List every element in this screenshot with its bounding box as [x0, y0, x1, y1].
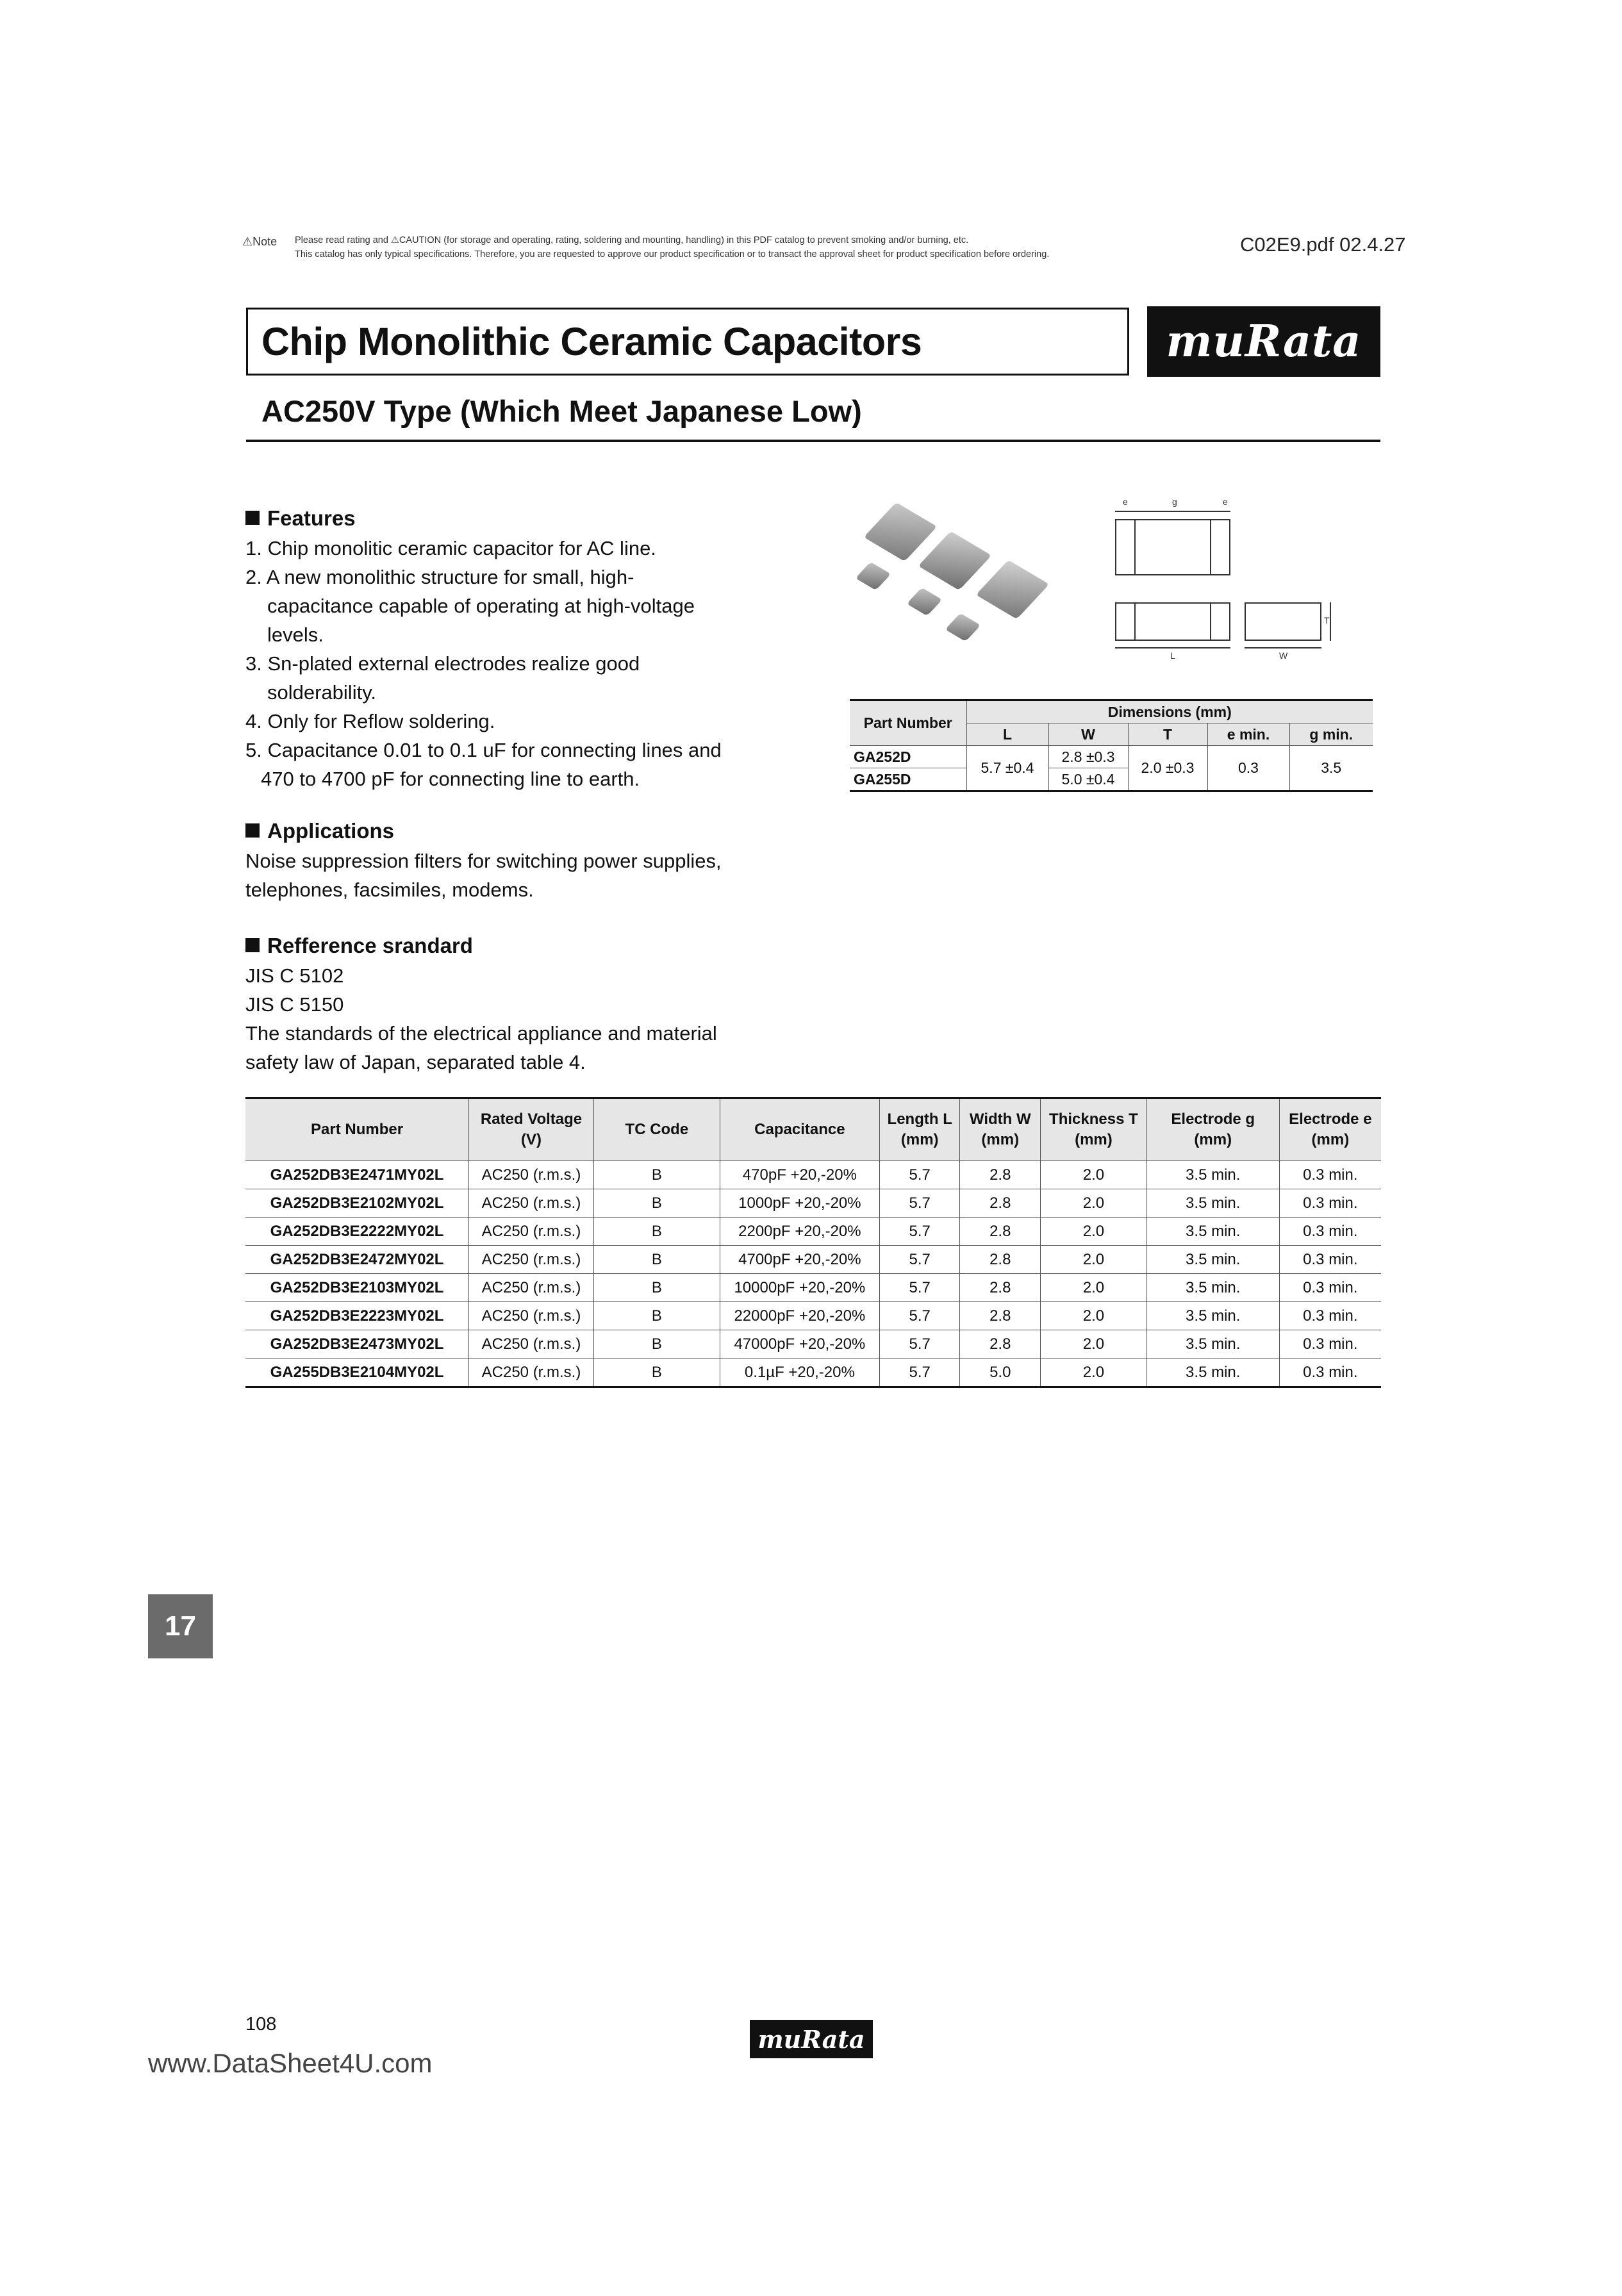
- dim-t-value: 2.0 ±0.3: [1128, 746, 1207, 791]
- chip-large-2: [918, 531, 992, 590]
- length-cell: 5.7: [879, 1161, 960, 1189]
- dim-header-w: W: [1048, 723, 1128, 746]
- thickness-cell: 2.0: [1041, 1246, 1147, 1274]
- feature-line: capacitance capable of operating at high-voltage: [267, 595, 695, 617]
- rated-voltage-cell: AC250 (r.m.s.): [469, 1302, 594, 1330]
- electrode-e-cell: 0.3 min.: [1279, 1189, 1381, 1218]
- label-e: e: [1123, 497, 1128, 507]
- electrode-g-cell: 3.5 min.: [1146, 1189, 1279, 1218]
- electrode-edge: [1134, 602, 1136, 641]
- table-row: [245, 1274, 1381, 1302]
- rated-voltage-cell: AC250 (r.m.s.): [469, 1274, 594, 1302]
- note-line-2: This catalog has only typical specifications. Therefore, you are requested to approve our product specification or to transact the approval sheet for product specification before ordering.: [295, 249, 1050, 260]
- dim-g-min-value: 3.5: [1289, 746, 1373, 791]
- length-cell: 5.7: [879, 1302, 960, 1330]
- chip-small-2: [907, 588, 943, 616]
- part-number-cell: GA252DB3E2103MY02L: [245, 1274, 469, 1302]
- header-rated-voltage: Rated Voltage (V): [469, 1098, 594, 1161]
- table-row: [245, 1330, 1381, 1359]
- dim-header-g-min: g min.: [1289, 723, 1373, 746]
- feature-line: solderability.: [267, 681, 377, 704]
- dimension-line: [1115, 511, 1230, 512]
- feature-line: 3. Sn-plated external electrodes realize good: [245, 652, 640, 675]
- header-electrode-g: Electrode g (mm): [1146, 1098, 1279, 1161]
- electrode-e-cell: 0.3 min.: [1279, 1161, 1381, 1189]
- applications-line: Noise suppression filters for switching power supplies,: [245, 850, 722, 872]
- dimension-drawing: [1109, 497, 1346, 670]
- table-row: [245, 1359, 1381, 1387]
- header-tc-code: TC Code: [593, 1098, 720, 1161]
- length-cell: 5.7: [879, 1218, 960, 1246]
- tc-code-cell: B: [593, 1274, 720, 1302]
- rated-voltage-cell: AC250 (r.m.s.): [469, 1246, 594, 1274]
- capacitance-cell: 22000pF +20,-20%: [720, 1302, 879, 1330]
- capacitance-cell: 470pF +20,-20%: [720, 1161, 879, 1189]
- thickness-cell: 2.0: [1041, 1161, 1147, 1189]
- dim-header-e-min: e min.: [1207, 723, 1289, 746]
- header-electrode-e: Electrode e (mm): [1279, 1098, 1381, 1161]
- feature-line: 5. Capacitance 0.01 to 0.1 uF for connecting lines and: [245, 739, 722, 761]
- tc-code-cell: B: [593, 1330, 720, 1359]
- rated-voltage-cell: AC250 (r.m.s.): [469, 1359, 594, 1387]
- electrode-g-cell: 3.5 min.: [1146, 1302, 1279, 1330]
- murata-logo-footer: muRata: [750, 2020, 873, 2058]
- note-label: ⚠Note: [242, 235, 277, 248]
- thickness-cell: 2.0: [1041, 1274, 1147, 1302]
- dim-header-dimensions: Dimensions (mm): [966, 700, 1373, 723]
- dim-row: [850, 746, 1373, 768]
- electrode-edge: [1210, 602, 1211, 641]
- table-row: [245, 1246, 1381, 1274]
- label-l: L: [1170, 650, 1175, 661]
- electrode-g-cell: 3.5 min.: [1146, 1274, 1279, 1302]
- thickness-cell: 2.0: [1041, 1359, 1147, 1387]
- end-view-outline: [1245, 602, 1321, 641]
- part-number-cell: GA252DB3E2473MY02L: [245, 1330, 469, 1359]
- rated-voltage-cell: AC250 (r.m.s.): [469, 1330, 594, 1359]
- electrode-e-cell: 0.3 min.: [1279, 1359, 1381, 1387]
- dim-e-min-value: 0.3: [1207, 746, 1289, 791]
- electrode-edge: [1134, 519, 1136, 575]
- width-cell: 5.0: [960, 1359, 1041, 1387]
- dimension-line: [1330, 602, 1331, 641]
- label-w: W: [1279, 650, 1288, 661]
- capacitance-cell: 47000pF +20,-20%: [720, 1330, 879, 1359]
- page-subtitle: AC250V Type (Which Meet Japanese Low): [261, 394, 862, 428]
- tc-code-cell: B: [593, 1218, 720, 1246]
- length-cell: 5.7: [879, 1189, 960, 1218]
- side-view-outline: [1115, 602, 1230, 641]
- dim-w-value: 2.8 ±0.3: [1048, 746, 1128, 768]
- dim-header-part-number: Part Number: [850, 700, 966, 746]
- reference-line: JIS C 5150: [245, 993, 344, 1016]
- applications-line: telephones, facsimiles, modems.: [245, 879, 534, 901]
- feature-line: levels.: [267, 624, 324, 646]
- tc-code-cell: B: [593, 1161, 720, 1189]
- applications-heading: Applications: [245, 819, 394, 843]
- dim-part-number: GA252D: [850, 746, 966, 768]
- header-length: Length L (mm): [879, 1098, 960, 1161]
- capacitance-cell: 10000pF +20,-20%: [720, 1274, 879, 1302]
- electrode-e-cell: 0.3 min.: [1279, 1218, 1381, 1246]
- thickness-cell: 2.0: [1041, 1330, 1147, 1359]
- capacitance-cell: 4700pF +20,-20%: [720, 1246, 879, 1274]
- table-row: [245, 1218, 1381, 1246]
- capacitance-cell: 1000pF +20,-20%: [720, 1189, 879, 1218]
- label-t: T: [1324, 615, 1330, 625]
- features-heading: Features: [245, 506, 356, 531]
- length-cell: 5.7: [879, 1330, 960, 1359]
- capacitor-photo: [846, 500, 1064, 654]
- header-thickness: Thickness T (mm): [1041, 1098, 1147, 1161]
- label-e: e: [1223, 497, 1228, 507]
- width-cell: 2.8: [960, 1302, 1041, 1330]
- header-width: Width W (mm): [960, 1098, 1041, 1161]
- thickness-cell: 2.0: [1041, 1302, 1147, 1330]
- rated-voltage-cell: AC250 (r.m.s.): [469, 1161, 594, 1189]
- specifications-table: [245, 1097, 1381, 1388]
- feature-line: 470 to 4700 pF for connecting line to earth.: [261, 768, 640, 790]
- dim-w-value: 5.0 ±0.4: [1048, 768, 1128, 791]
- label-g: g: [1172, 497, 1177, 507]
- part-number-cell: GA252DB3E2102MY02L: [245, 1189, 469, 1218]
- section-badge: 17: [148, 1594, 213, 1658]
- part-number-cell: GA252DB3E2222MY02L: [245, 1218, 469, 1246]
- electrode-g-cell: 3.5 min.: [1146, 1218, 1279, 1246]
- electrode-g-cell: 3.5 min.: [1146, 1161, 1279, 1189]
- width-cell: 2.8: [960, 1189, 1041, 1218]
- width-cell: 2.8: [960, 1246, 1041, 1274]
- murata-logo: muRata: [1147, 306, 1380, 377]
- square-bullet-icon: [245, 938, 260, 952]
- tc-code-cell: B: [593, 1359, 720, 1387]
- part-number-cell: GA252DB3E2472MY02L: [245, 1246, 469, 1274]
- thickness-cell: 2.0: [1041, 1218, 1147, 1246]
- page-title: Chip Monolithic Ceramic Capacitors: [261, 320, 922, 363]
- page-number: 108: [245, 2014, 277, 2035]
- watermark-link[interactable]: www.DataSheet4U.com: [148, 2048, 433, 2078]
- part-number-cell: GA252DB3E2471MY02L: [245, 1161, 469, 1189]
- tc-code-cell: B: [593, 1246, 720, 1274]
- tc-code-cell: B: [593, 1189, 720, 1218]
- electrode-g-cell: 3.5 min.: [1146, 1246, 1279, 1274]
- length-cell: 5.7: [879, 1246, 960, 1274]
- length-cell: 5.7: [879, 1274, 960, 1302]
- chip-small-3: [945, 613, 981, 641]
- square-bullet-icon: [245, 823, 260, 838]
- note-line-1: Please read rating and ⚠CAUTION (for storage and operating, rating, soldering and mounting, handling) in this PDF catalog to prevent smoking and/or burning, etc.: [295, 235, 969, 245]
- chip-large-1: [864, 502, 938, 561]
- chip-large-3: [976, 560, 1050, 619]
- thickness-cell: 2.0: [1041, 1189, 1147, 1218]
- feature-line: 4. Only for Reflow soldering.: [245, 710, 495, 732]
- feature-line: 1. Chip monolitic ceramic capacitor for AC line.: [245, 537, 656, 559]
- length-cell: 5.7: [879, 1359, 960, 1387]
- electrode-e-cell: 0.3 min.: [1279, 1274, 1381, 1302]
- reference-line: safety law of Japan, separated table 4.: [245, 1051, 586, 1073]
- dim-l-value: 5.7 ±0.4: [966, 746, 1048, 791]
- width-cell: 2.8: [960, 1330, 1041, 1359]
- dim-part-number: GA255D: [850, 768, 966, 791]
- width-cell: 2.8: [960, 1274, 1041, 1302]
- part-number-cell: GA252DB3E2223MY02L: [245, 1302, 469, 1330]
- electrode-edge: [1210, 519, 1211, 575]
- square-bullet-icon: [245, 511, 260, 525]
- reference-heading: Refference srandard: [245, 934, 473, 958]
- dim-header-l: L: [966, 723, 1048, 746]
- table-row: [245, 1302, 1381, 1330]
- rated-voltage-cell: AC250 (r.m.s.): [469, 1189, 594, 1218]
- table-row: [245, 1189, 1381, 1218]
- top-view-outline: [1115, 519, 1230, 575]
- table-row: [245, 1161, 1381, 1189]
- header-part-number: Part Number: [245, 1098, 469, 1161]
- tc-code-cell: B: [593, 1302, 720, 1330]
- rated-voltage-cell: AC250 (r.m.s.): [469, 1218, 594, 1246]
- electrode-g-cell: 3.5 min.: [1146, 1330, 1279, 1359]
- electrode-e-cell: 0.3 min.: [1279, 1246, 1381, 1274]
- reference-line: The standards of the electrical appliance and material: [245, 1022, 717, 1045]
- dimension-line: [1245, 647, 1321, 648]
- dimension-line: [1115, 647, 1230, 648]
- part-number-cell: GA255DB3E2104MY02L: [245, 1359, 469, 1387]
- electrode-e-cell: 0.3 min.: [1279, 1302, 1381, 1330]
- reference-line: JIS C 5102: [245, 964, 344, 987]
- dimensions-table: [850, 699, 1373, 792]
- chip-small-1: [856, 562, 891, 590]
- capacitance-cell: 0.1µF +20,-20%: [720, 1359, 879, 1387]
- document-code: C02E9.pdf 02.4.27: [1240, 233, 1406, 256]
- electrode-e-cell: 0.3 min.: [1279, 1330, 1381, 1359]
- capacitance-cell: 2200pF +20,-20%: [720, 1218, 879, 1246]
- electrode-g-cell: 3.5 min.: [1146, 1359, 1279, 1387]
- width-cell: 2.8: [960, 1161, 1041, 1189]
- width-cell: 2.8: [960, 1218, 1041, 1246]
- header-capacitance: Capacitance: [720, 1098, 879, 1161]
- feature-line: 2. A new monolithic structure for small, high-: [245, 566, 634, 588]
- title-rule: [246, 440, 1380, 442]
- dim-header-t: T: [1128, 723, 1207, 746]
